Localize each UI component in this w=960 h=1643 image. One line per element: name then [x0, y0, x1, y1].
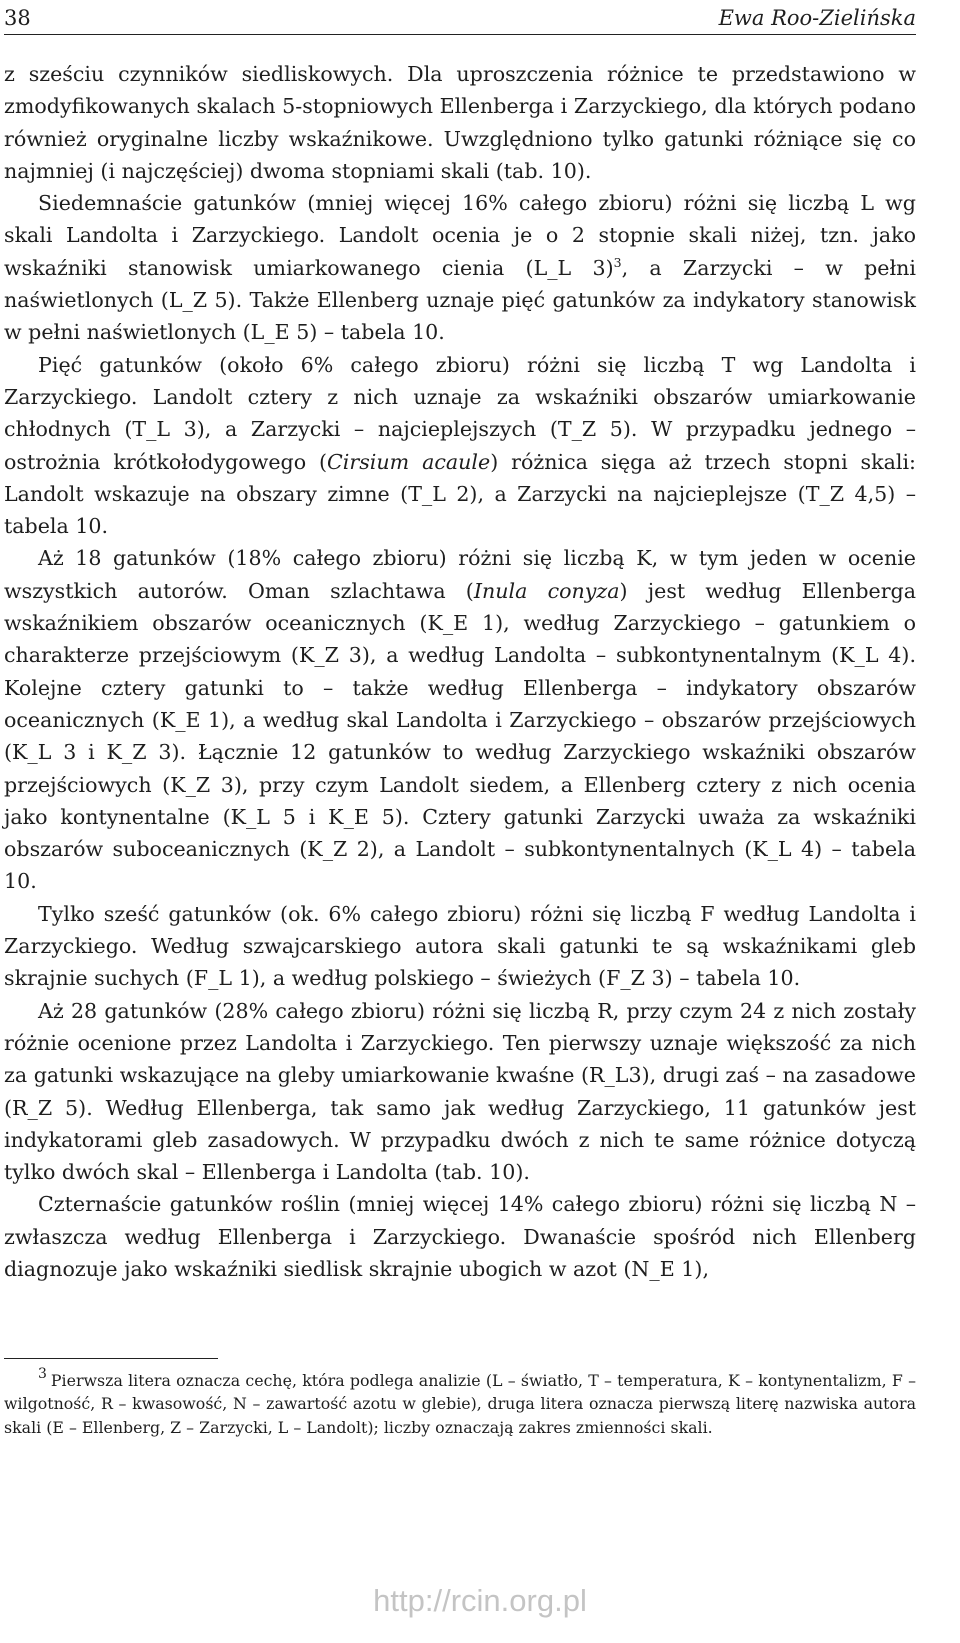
text-run: z sześciu czynników siedliskowych. Dla uproszczenia różnice te przedstawiono w zmodyfikowanych skalach 5-stopniowych Ellenberga i Zarzyckiego, dla których podano również oryginalne liczby wskaźnikowe. Uwzględniono tylko gatunki różniące się co najmniej (i najczęściej) dwoma stopniami skali (tab. 10).: [4, 62, 916, 183]
species-latin-name: Inula conyza: [473, 578, 620, 603]
paragraph-p6: [4, 995, 916, 1189]
text-run: Aż 18 gatunków (18% całego zbioru) różni się liczbą K, w tym jeden w ocenie wszystkich autorów. Oman szlachtawa (: [4, 546, 916, 603]
page-number: 38: [4, 6, 31, 30]
footnote: [4, 1366, 916, 1439]
footnote-separator: [4, 1358, 218, 1359]
paragraph-p2: [4, 187, 916, 348]
text-run: Siedemnaście gatunków (mniej więcej 16% całego zbioru) różni się liczbą L wg skali Landolta i Zarzyckiego. Landolt ocenia je o 2 stopnie skali niżej, tzn. jako wskaźniki stanowisk umiarkowanego cienia (L_L 3): [4, 191, 916, 280]
page-header: [4, 4, 916, 35]
text-run: ) różnica sięga aż trzech stopni skali: Landolt wskazuje na obszary zimne (T_L 2), a Zarzycki na najcieplejsze (T_Z 4,5) – tabela 10.: [4, 449, 916, 539]
text-run: Czternaście gatunków roślin (mniej więcej 14% całego zbioru) różni się liczbą N – zwłaszcza według Ellenberga i Zarzyckiego. Dwanaście spośród nich Ellenberg diagnozuje jako wskaźniki siedlisk skrajnie ubogich w azot (N_E 1),: [4, 1192, 916, 1281]
footnote-reference: 3: [613, 254, 622, 270]
text-run: Tylko sześć gatunków (ok. 6% całego zbioru) różni się liczbą F według Landolta i Zarzyckiego. Według szwajcarskiego autora skali gatunki te są wskaźnikami gleb skrajnie suchych (F_L 1), a według polskiego – świeżych (F_Z 3) – tabela 10.: [4, 901, 916, 991]
watermark-url: http://rcin.org.pl: [373, 1583, 587, 1618]
paragraph-p1: [4, 58, 916, 187]
footnote-marker: 3: [38, 1366, 47, 1382]
paragraph-p3: [4, 349, 916, 543]
text-run: Pięć gatunków (około 6% całego zbioru) różni się liczbą T wg Landolta i Zarzyckiego. Landolt cztery z nich uznaje za wskaźniki obszarów umiarkowanie chłodnych (T_L 3), a Zarzycki – najcieplejszych (T_Z 5). W przypadku jednego – ostrożnia krótkołodygowego (: [4, 352, 916, 474]
running-head-author: Ewa Roo-Zielińska: [718, 6, 916, 30]
paragraph-p7: [4, 1188, 916, 1285]
paragraph-p4: [4, 542, 916, 897]
paragraph-p5: [4, 898, 916, 995]
text-run: Aż 28 gatunków (28% całego zbioru) różni się liczbą R, przy czym 24 z nich zostały różnie ocenione przez Landolta i Zarzyckiego. Ten pierwszy uznaje większość za nich za gatunki wskazujące na gleby umiarkowanie kwaśne (R_L3), drugi zaś – na zasadowe (R_Z 5). Według Ellenberga, tak samo jak według Zarzyckiego, 11 gatunków jest indykatorami gleb zasadowych. W przypadku dwóch z nich te same różnice dotyczą tylko dwóch skal – Ellenberga i Landolta (tab. 10).: [4, 998, 916, 1185]
body-text: [4, 58, 916, 1285]
text-run: , a Zarzycki – w pełni naświetlonych (L_Z 5). Także Ellenberg uznaje pięć gatunków za indykatory stanowisk w pełni naświetlonych (L_E 5) – tabela 10.: [4, 255, 916, 345]
footnote-text: Pierwsza litera oznacza cechę, która podlega analizie (L – światło, T – temperatura, K – kontynentalizm, F – wilgotność, R – kwasowość, N – zawartość azotu w glebie), druga litera oznacza pierwszą literę nazwiska autora skali (E – Ellenberg, Z – Zarzycki, L – Landolt); liczby oznaczają zakres zmienności skali.: [4, 1371, 916, 1437]
species-latin-name: Cirsium acaule: [327, 449, 491, 474]
text-run: ) jest według Ellenberga wskaźnikiem obszarów oceanicznych (K_E 1), według Zarzyckiego – gatunkiem o charakterze przejściowym (K_Z 3), a według Landolta – subkontynentalnym (K_L 4). Kolejne cztery gatunki to – także według Ellenberga – indykatory obszarów oceanicznych (K_E 1), a według skal Landolta i Zarzyckiego – obszarów przejściowych (K_L 3 i K_Z 3). Łącznie 12 gatunków to według Zarzyckiego wskaźniki obszarów przejściowych (K_Z 3), przy czym Landolt siedem, a Ellenberg cztery z nich ocenia jako kontynentalne (K_L 5 i K_E 5). Cztery gatunki Zarzycki uważa za wskaźniki obszarów suboceanicznych (K_Z 2), a Landolt – subkontynentalnych (K_L 4) – tabela 10.: [4, 578, 916, 894]
